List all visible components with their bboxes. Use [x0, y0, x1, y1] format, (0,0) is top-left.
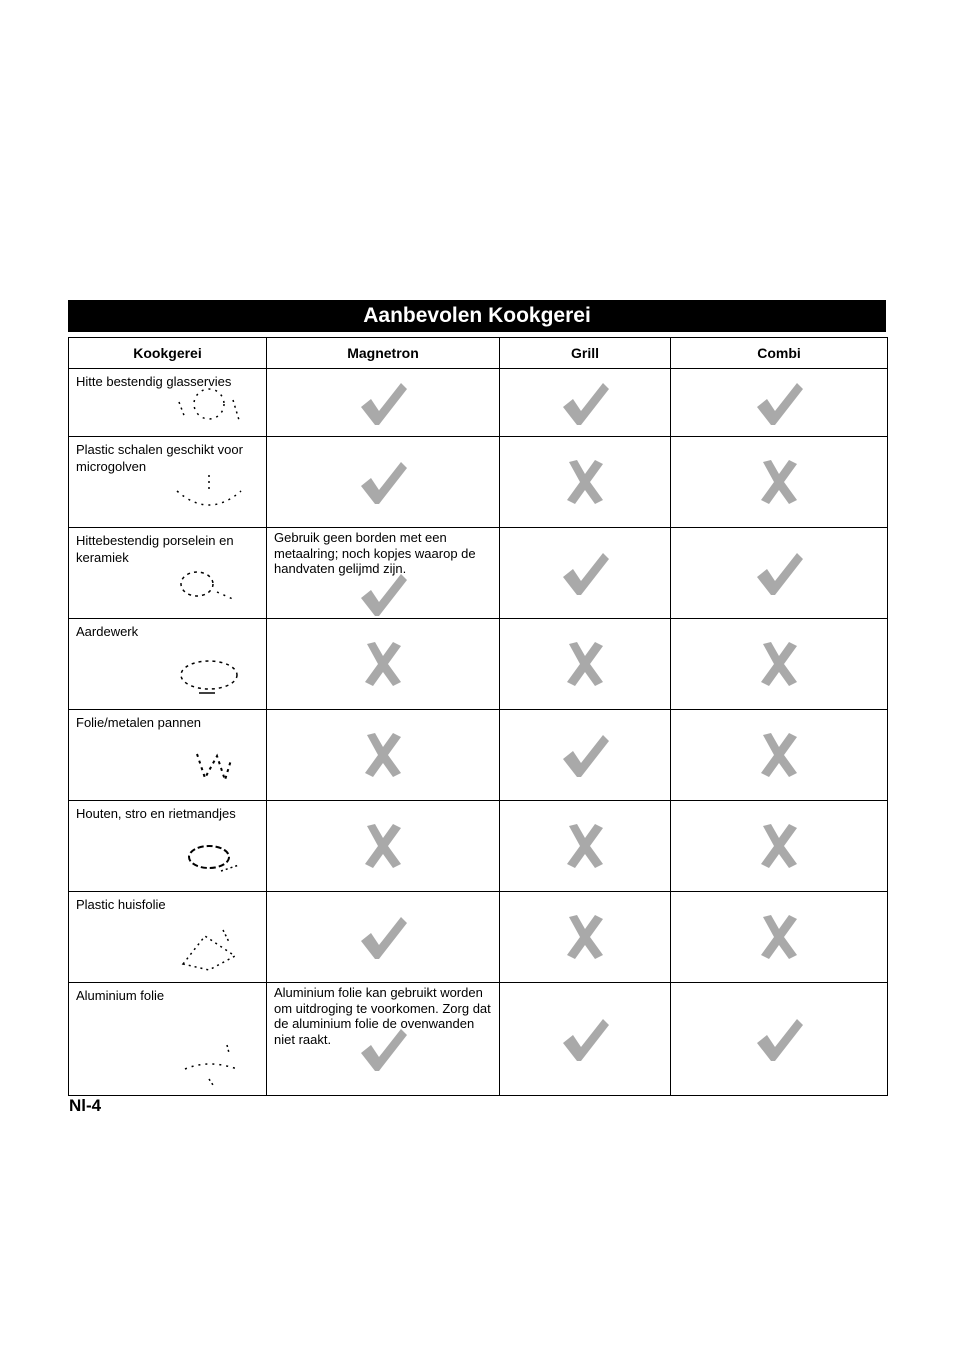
combi-cell — [671, 892, 888, 983]
cross-icon — [671, 710, 887, 800]
checkmark-icon — [671, 369, 887, 436]
cross-icon — [671, 801, 887, 891]
checkmark-icon — [500, 528, 670, 618]
grill-cell — [500, 528, 671, 619]
table-row — [69, 983, 888, 1096]
cross-icon — [671, 437, 887, 527]
cookware-label: Hittebestendig porselein en keramiek — [76, 533, 234, 565]
cross-icon — [500, 892, 670, 982]
magnetron-cell — [267, 710, 500, 801]
cross-icon — [671, 892, 887, 982]
checkmark-icon — [267, 369, 499, 436]
grill-cell — [500, 983, 671, 1096]
magnetron-cell — [267, 619, 500, 710]
grill-cell — [500, 369, 671, 437]
combi-cell — [671, 619, 888, 710]
checkmark-icon — [500, 369, 670, 436]
cross-icon — [267, 710, 499, 800]
cookware-sketch-icon — [169, 1039, 249, 1087]
checkmark-icon — [267, 892, 499, 982]
cookware-cell — [69, 369, 267, 437]
cookware-table — [68, 337, 888, 1096]
magnetron-cell — [267, 892, 500, 983]
checkmark-icon — [671, 983, 887, 1095]
cookware-label: Folie/metalen pannen — [76, 715, 202, 730]
magnetron-cell — [267, 369, 500, 437]
magnetron-cell — [267, 801, 500, 892]
column-header-combi: Combi — [671, 338, 888, 369]
magnetron-cell — [267, 437, 500, 528]
cookware-cell — [69, 710, 267, 801]
column-header-kookgerei: Kookgerei — [69, 338, 267, 369]
table-row — [69, 710, 888, 801]
usage-note: Aluminium folie kan gebruikt worden om uitdroging te voorkomen. Zorg dat de aluminium folie de ovenwanden niet raakt. — [274, 985, 491, 1047]
table-row — [69, 892, 888, 983]
cross-icon — [671, 619, 887, 709]
checkmark-icon — [671, 528, 887, 618]
grill-cell — [500, 619, 671, 710]
table-row — [69, 619, 888, 710]
grill-cell — [500, 892, 671, 983]
cookware-label: Plastic huisfolie — [76, 897, 166, 912]
combi-cell — [671, 983, 888, 1096]
table-row — [69, 801, 888, 892]
cross-icon — [500, 619, 670, 709]
column-header-magnetron: Magnetron — [267, 338, 500, 369]
header-row — [69, 338, 888, 369]
cookware-label: Hitte bestendig glasservies — [76, 374, 232, 389]
cookware-cell — [69, 528, 267, 619]
checkmark-icon — [500, 710, 670, 800]
combi-cell — [671, 369, 888, 437]
cookware-label: Plastic schalen geschikt voor microgolven — [76, 442, 243, 474]
cross-icon — [500, 801, 670, 891]
cookware-sketch-icon — [169, 380, 249, 428]
cookware-cell — [69, 437, 267, 528]
cross-icon — [500, 437, 670, 527]
checkmark-icon — [267, 437, 499, 527]
checkmark-icon — [500, 983, 670, 1095]
cookware-sketch-icon — [169, 926, 249, 974]
cookware-label: Aluminium folie — [76, 988, 165, 1003]
column-header-grill: Grill — [500, 338, 671, 369]
page-title: Aanbevolen Kookgerei — [68, 300, 886, 332]
cookware-cell — [69, 801, 267, 892]
grill-cell — [500, 801, 671, 892]
cookware-cell — [69, 983, 267, 1096]
cookware-sketch-icon — [169, 471, 249, 519]
table-row — [69, 369, 888, 437]
combi-cell — [671, 801, 888, 892]
combi-cell — [671, 528, 888, 619]
cookware-sketch-icon — [169, 562, 249, 610]
page-number: Nl-4 — [69, 1096, 102, 1115]
grill-cell — [500, 710, 671, 801]
cookware-cell — [69, 892, 267, 983]
combi-cell — [671, 437, 888, 528]
cookware-label: Houten, stro en rietmandjes — [76, 806, 236, 821]
cookware-sketch-icon — [169, 653, 249, 701]
cross-icon — [267, 619, 499, 709]
magnetron-cell — [267, 528, 500, 619]
combi-cell — [671, 710, 888, 801]
cross-icon — [267, 801, 499, 891]
cookware-cell — [69, 619, 267, 710]
usage-note: Gebruik geen borden met een metaalring; noch kopjes waarop de handvaten gelijmd zijn. — [274, 530, 476, 576]
table-row — [69, 528, 888, 619]
grill-cell — [500, 437, 671, 528]
table-row — [69, 437, 888, 528]
magnetron-cell — [267, 983, 500, 1096]
cookware-label: Aardewerk — [76, 624, 139, 639]
cookware-sketch-icon — [169, 744, 249, 792]
cookware-sketch-icon — [169, 835, 249, 883]
